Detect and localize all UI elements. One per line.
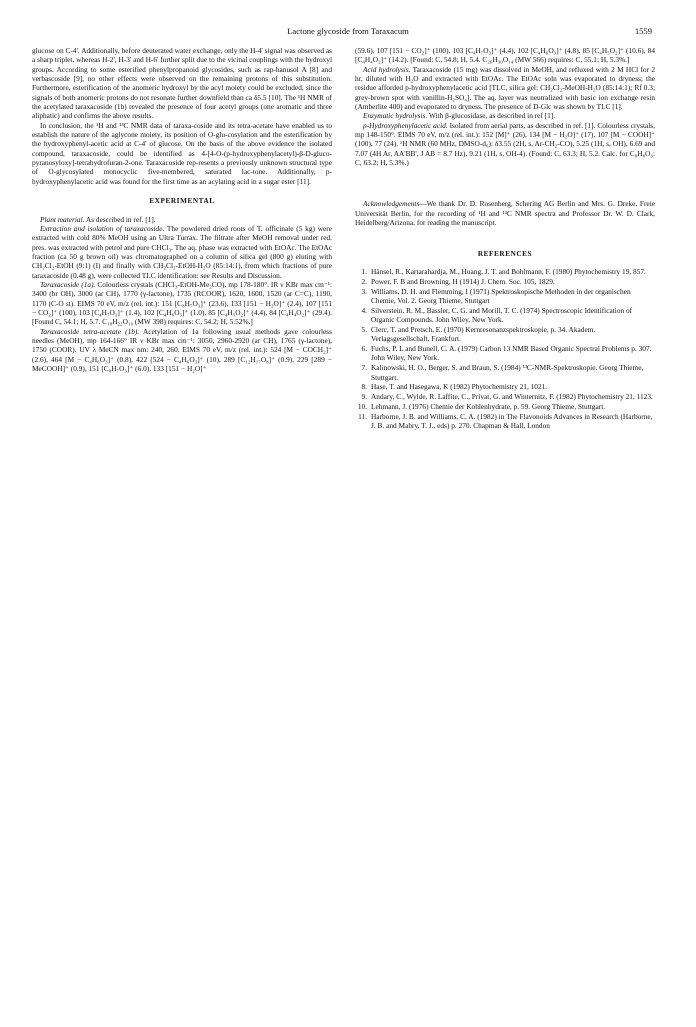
paragraph-lead: Acid hydrolysis. (363, 64, 411, 74)
left-column (32, 46, 332, 373)
reference-list (355, 267, 655, 431)
reference-number: 7. (361, 363, 367, 373)
reference-number: 10. (357, 402, 367, 412)
paragraph-lead: Enzymatic hydrolysis. (363, 111, 428, 121)
reference-text: Lehmann, J. (1976) Chemie der Kohlenhydrate, p. 59. Georg Thieme, Stuttgart. (371, 402, 606, 412)
reference-item (355, 267, 655, 276)
experimental-heading: EXPERIMENTAL (149, 197, 215, 206)
reference-text: Clerc, T. and Pretsch, E. (1970) Kernresonanzspektroskopie, p. 34. Akadem. Verlagsgesellschaft, Frankfurt. (371, 324, 596, 344)
paragraph-lead: p-Hydroxyphenylacetic acid. (363, 120, 448, 130)
reference-item (355, 287, 655, 306)
experimental-paragraph (355, 65, 655, 112)
reference-item (355, 412, 655, 431)
body-paragraph: In conclusion, the ¹H and ¹³C NMR data of taraxa-coside and its tetra-acetate have enabled us to establish the nature of the aglycone moiety, its position of O-glu-cosylation and the esterification by the hydroxyphenyl-acetic acid at C-4' of glucose. On the basis of the above evidence the isolated compound, taraxacoside, could be identified as 4-[4-O-(p-hydroxyphenylacetyl)-β-D-gluco-pyranosyloxy]-tetrahydrofuran-2-one. Taraxacoside rep-resents a previously unknown structural type of O-glycosylated monocyclic five-membered, saturated lac-tone. Additionally, p-hydroxyphenylacetic acid was found for the first time as an acylating acid in a sugar ester [11]. (32, 120, 332, 186)
experimental-paragraph (355, 111, 655, 120)
references-heading: REFERENCES (477, 249, 533, 258)
reference-item (355, 344, 655, 363)
experimental-paragraph (32, 280, 332, 327)
paragraph-lead: Taraxacoside tetra-acetate (1b). (40, 326, 140, 336)
page-number: 1559 (634, 26, 652, 36)
paragraph-text: Colourless crystals (CHCl₃-EtOH-Me₂CO), mp 178-180°. IR ν KBr max cm⁻¹: 3400 (br OH), 3000 (ar CH), 1770 (γ-lactone), 1735 (RCOOR), 1620, 1600, 1520 (ar C=C), 1190, 1170 (C-O st). EIMS 70 eV, m/z (rel. int.): 151 [C₈H₇O₃]⁺ (23.6), 133 [151 − H₂O]⁺ (2.4), 107 [151 − CO₂]⁺ (100), 103 [C₄H₇O₃]⁺ (1.4), 102 [C₄H₆O₃]⁺ (1.0), 85 [C₄H₅O₂]⁺ (4.4), 84 [C₄H₄O₂]⁺ (29.4). [Found C, 54.1; H, 5.7. C₁₈H₂₂O₁₀ (MW 398) requires: C, 54.2; H, 5.52%.] (32, 279, 332, 327)
reference-item (355, 363, 655, 382)
reference-text: Andary, C., Wylde, R. Laffite, C., Privat, G. and Winternitz, F. (1982) Phytochemistry 21, 1123. (371, 392, 653, 402)
reference-item (355, 402, 655, 411)
reference-text: Kalinowski, H. O., Berger, S. and Braun, S. (1984) ¹³C-NMR-Spektroskopie. Georg Thieme, Stuttgart. (371, 363, 644, 382)
body-paragraph: glucose on C-4'. Additionally, before deuterated water exchange, only the H-4' signal was observed as a sharp triplet, whereas H-2', H-3' and H-6' further split due to the vicinal couplings with the hydroxyl groups. According to some esterified phenylpropanoid glycosides, such as rap-hanusol A [8] and verbascoside [9], no other effects were observed on the remaining protons of this substitution. Furthermore, esterification of the anomeric hydroxyl by the acyl moiety could be excluded, since the signals of both anomeric protons do not resonate further downfield than ca δ5.5 [10]. The ¹H NMR of the acetylated taraxacoside (1b) revealed the presence of four acetyl groups (one aromatic and three aliphatic) and confirms the above results. (32, 46, 332, 121)
reference-number: 11. (358, 412, 367, 421)
reference-text: Power, F. B and Browning, H (1914) J. Chem. Soc. 105, 1829. (371, 276, 555, 286)
reference-text: Harborne, J. B. and Williams, C. A. (1982) in The Flavonoids Advances in Research (Harborne, J. B. and Mabry, T. J., eds) p. 270. Chapman & Hall, London (371, 412, 653, 431)
running-title: Lactone glycoside from Taraxacum (287, 26, 409, 36)
reference-item (355, 392, 655, 401)
reference-text: Hänsel, R., Kartarahardja, M., Huang, J. T. and Bohlmann, F. (1980) Phytochemistry 19, 857. (371, 266, 646, 276)
reference-item (355, 382, 655, 391)
paragraph-lead: Extraction and isolation of taraxacoside. (40, 223, 165, 233)
experimental-paragraph (32, 327, 332, 374)
paragraph-lead: Plant material. (40, 214, 85, 224)
reference-text: Williams, D. H. and Flemming, I (1971) Spektroskopische Methoden in der organischen Chemie, Vol. 2. Georg Thieme, Stuttgart (371, 286, 631, 305)
acknowledgements-text: —We thank Dr. D. Rosenberg, Schering AG Berlin and Mrs. G. Dreke, Freie Universität Berlin, for the recording of ¹H and ¹³C NMR spectra and Professor Dr. W. D. Clark, Heidelberg/Arizona, for reading the manuscript. (355, 199, 655, 228)
experimental-paragraph (355, 121, 655, 168)
reference-number: 8. (361, 382, 367, 392)
reference-number: 2. (361, 276, 367, 286)
reference-number: 9. (361, 392, 367, 402)
paragraph-text: Isolated from aerial parts, as described in ref. [1]. Colourless crystals, mp 148-150°. EIMS 70 eV, m/z (rel. int.): 152 [M]⁺ (26), 134 [M − H₂O]⁺ (17), 107 [M − COOH]⁺ (100), 77 (24). ¹H NMR (60 MHz, DMSO-d₆): δ3.55 (2H, s, Ar-CH₂-CO), 5.25 (1H, s, OH), 6.69 and 7.07 (4H Ar, AA'BB', J AB = 8.7 Hz), 9.21 (1H, s, OH-4). (Found: C, 63.3; H, 5.2. Calc. for C₈H₈O₃: C, 63.2; H, 5.3%.) (355, 120, 655, 168)
experimental-paragraph (32, 215, 332, 224)
reference-item (355, 306, 655, 325)
reference-item (355, 277, 655, 286)
acknowledgements (355, 199, 655, 227)
paragraph-text: With β-glucosidase, as described in ref [1]. (427, 111, 556, 121)
reference-text: Hase, T. and Hasegawa, K (1982) Phytochemistry 21, 1021. (371, 382, 548, 392)
continuation-paragraph: (59.6), 107 [151 − CO₂]⁺ (100), 103 [C₄H₇O₃]⁺ (4.4), 102 [C₄H₆O₃]⁺ (4.8), 85 [C₄H₅O₂]⁺ (10.6), 84 [C₄H₄O₂]⁺ (14.2). [Found: C, 54.8; H, 5.4. C₂₆H₃₀O₁₄ (MW 566) requires: C, 55.1; H, 5.3%.] (355, 46, 655, 65)
experimental-paragraph (32, 224, 332, 280)
paragraph-text: The powdered dried roots of T. officinale (5 kg) were extracted with cold 80% MeOH using an Ultra Turrax. The filtrate after MeOH removal under red. pres. was extracted with petrol and pure CHCl₃. The aq. phase was extracted with EtOAc. The EtOAc fraction (ca 50 g brown oil) was chromatographed on a column of silica gel (800 g) eluting with CH₂Cl₂-EtOH (9:1) (I) and finally with CH₂Cl₂-EtOH-H₂O (85:14:1), from which fractions of pure taraxacoside (0.48 g), were collected TLC identification: see Results and Discussion. (32, 223, 332, 280)
paragraph-text: Acetylation of 1a following usual methods gave colourless needles (MeOH), mp 164-166° IR ν KBr max cm⁻¹: 3050, 2960-2920 (ar CH), 1765 (γ-lactone), 1750 (COOR). UV λ MeCN max nm: 240, 260. EIMS 70 eV, m/z (rel. int.): 524 [M − COCH₂]⁺ (2.6), 464 [M − C₄H₆O₃]⁺ (0.8), 422 [524 − C₄H₆O₃]⁺ (10), 289 [C₁₂H₁₇O₈]⁺ (0.9), 229 [289 − MeCOOH]⁺ (0.9), 151 [C₈H₇O₃]⁺ (6.0), 133 [151 − H₂O]⁺ (32, 326, 332, 373)
page-header (40, 24, 656, 38)
reference-text: Fuchs, P. L and Bunell, C. A. (1979) Carbon 13 NMR Based Organic Spectral Problems p. 307. John Wiley, New York. (371, 344, 652, 363)
reference-item (355, 325, 655, 344)
paragraph-text: Taraxacoside (15 mg) was dissolved in MeOH, and refluxed with 2 M HCl for 2 hr, diluted with H₂O and extracted with EtOAc. The EtOAc soln was evaporated to dryness; the residue afforded p-hydroxyphenylacetic acid [TLC, silica gel: CH₂Cl₂-MeOH-H₂O (85:14:1); Rf 0.3; grey-brown spot with vanillin-H₂SO₄]. The aq. layer was neutralized with basic ion exchange resin (Amberlite 400) and evaporated to dryness. The presence of D-Glc was shown by TLC [1]. (355, 64, 655, 112)
reference-number: 6. (361, 344, 367, 354)
paragraph-text: As described in ref. [1]. (84, 214, 156, 224)
acknowledgements-lead: Acknowledgements (363, 199, 420, 209)
reference-number: 5. (361, 324, 367, 334)
paragraph-lead: Taraxacoside (1a). (40, 279, 96, 289)
reference-number: 1. (361, 266, 367, 276)
right-column (355, 46, 655, 431)
reference-number: 3. (361, 286, 367, 296)
reference-text: Silverstein, R. M., Bassler, C. G. and Morill, T. C. (1974) Spectroscopic Identification of Organic Compounds. John Wiley, New York. (371, 305, 633, 325)
reference-number: 4. (361, 305, 367, 315)
